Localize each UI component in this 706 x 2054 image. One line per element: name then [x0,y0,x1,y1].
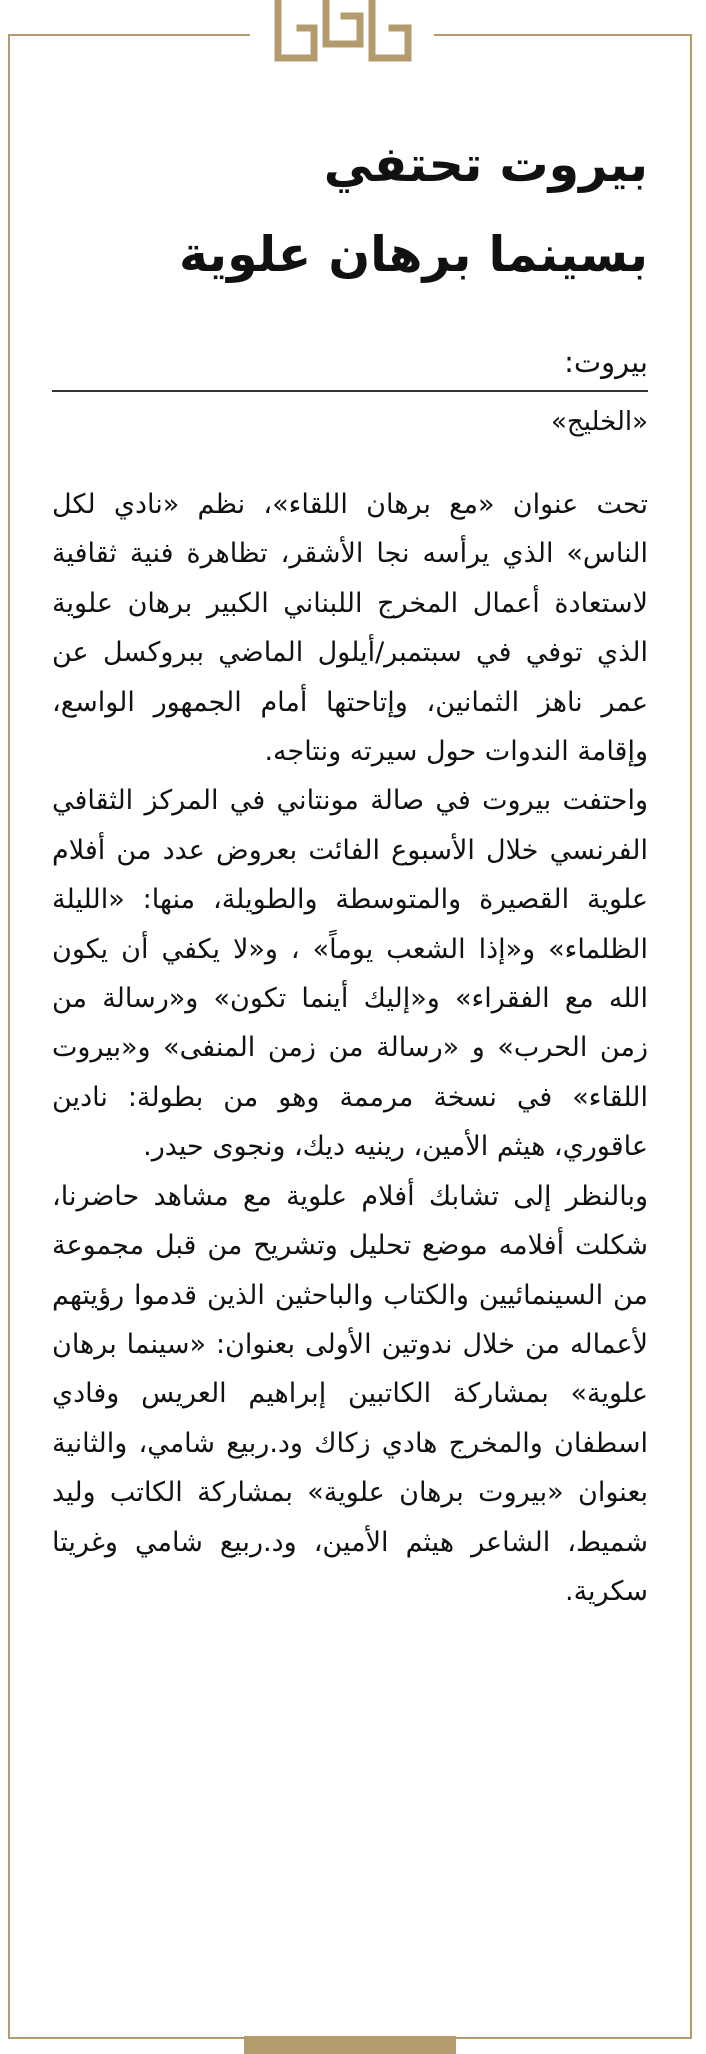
article [52,120,648,1616]
body-paragraph-1: تحت عنوان «مع برهان اللقاء»، نظم «نادي لكل الناس» الذي يرأسه نجا الأشقر، تظاهرة فنية ثقافية لاستعادة أعمال المخرج اللبناني الكبير برهان علوية الذي توفي في سبتمبر/أيلول الماضي ببروكسل عن عمر ناهز الثمانين، وإتاحتها أمام الجمهور الواسع، وإقامة الندوات حول سيرته ونتاجه. [52,489,648,768]
title-line-2: بسينما برهان علوية [178,226,648,283]
dateline-place: بيروت: [52,338,648,392]
quote-marks-icon [268,0,416,76]
article-body [52,480,648,1616]
article-source: «الخليج» [551,407,648,437]
bottom-accent-bar [244,2036,456,2054]
body-paragraph-2: واحتفت بيروت في صالة مونتاني في المركز الثقافي الفرنسي خلال الأسبوع الفائت بعروض عدد من أفلام علوية القصيرة والمتوسطة والطويلة، منها: «الليلة الظلماء» و«إذا الشعب يوماً» ، و«لا يكفي أن يكون الله مع الفقراء» و«إليك أينما تكون» و«رسالة من زمن الحرب» و «رسالة من زمن المنفى» و«بيروت اللقاء» في نسخة مرممة وهو من بطولة: نادين عاقوري، هيثم الأمين، رينيه ديك، ونجوى حيدر. [52,785,648,1163]
title-line-1: بيروت تحتفي [323,136,648,193]
article-title [52,120,648,300]
body-paragraph-3: وبالنظر إلى تشابك أفلام علوية مع مشاهد حاضرنا، شكلت أفلامه موضع تحليل وتشريح من قبل مجموعة من السينمائيين والكتاب والباحثين الذين قدموا رؤيتهم لأعماله من خلال ندوتين الأولى بعنوان: «سينما برهان علوية» بمشاركة الكاتبين إبراهيم العريس وفادي اسطفان والمخرج هادي زكاك ود.ربيع شامي، والثانية بعنوان «بيروت برهان علوية» بمشاركة الكاتب وليد شميط، الشاعر هيثم الأمين، ود.ربيع شامي وغريتا سكرية. [52,1180,648,1607]
